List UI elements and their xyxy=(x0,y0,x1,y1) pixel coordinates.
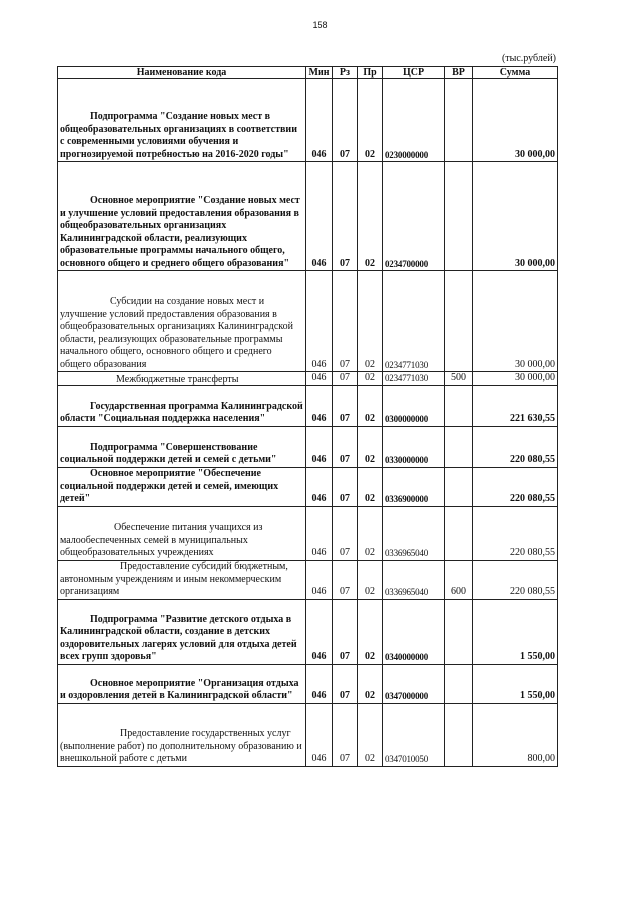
row-vr xyxy=(445,162,473,271)
row-name: Основное мероприятие "Создание новых мест и улучшение условий предоставления образования в общеобразовательных организациях Калининградской области, реализующих образовательные программы начального общего, основного общего и среднего общего образования" xyxy=(58,162,306,271)
row-sum: 1 550,00 xyxy=(473,599,558,664)
table-row xyxy=(58,271,558,372)
row-rz: 07 xyxy=(333,79,358,162)
row-sum: 220 080,55 xyxy=(473,560,558,599)
row-pr: 02 xyxy=(358,599,383,664)
row-csr: 0347010050 xyxy=(383,703,445,766)
row-min: 046 xyxy=(306,385,333,426)
row-name: Подпрограмма "Совершенствование социальной поддержки детей и семей с детьми" xyxy=(58,426,306,467)
row-rz: 07 xyxy=(333,426,358,467)
row-rz: 07 xyxy=(333,271,358,372)
table-row xyxy=(58,506,558,560)
row-rz: 07 xyxy=(333,703,358,766)
header-min: Мин xyxy=(306,67,333,79)
row-min: 046 xyxy=(306,467,333,506)
row-min: 046 xyxy=(306,271,333,372)
row-vr xyxy=(445,506,473,560)
budget-table xyxy=(57,66,558,767)
table-row xyxy=(58,467,558,506)
row-sum: 30 000,00 xyxy=(473,372,558,386)
table-header-row xyxy=(58,67,558,79)
row-rz: 07 xyxy=(333,467,358,506)
page-number: 158 xyxy=(312,20,328,30)
table-row xyxy=(58,385,558,426)
row-vr xyxy=(445,271,473,372)
table-row xyxy=(58,79,558,162)
row-pr: 02 xyxy=(358,467,383,506)
row-sum: 30 000,00 xyxy=(473,162,558,271)
row-min: 046 xyxy=(306,599,333,664)
row-name: Межбюджетные трансферты xyxy=(58,372,306,386)
row-vr xyxy=(445,467,473,506)
table-row xyxy=(58,560,558,599)
row-name: Предоставление государственных услуг (выполнение работ) по дополнительному образованию и внешкольной работе с детьми xyxy=(58,703,306,766)
row-sum: 1 550,00 xyxy=(473,664,558,703)
row-rz: 07 xyxy=(333,162,358,271)
row-min: 046 xyxy=(306,426,333,467)
row-name: Государственная программа Калининградской области "Социальная поддержка населения" xyxy=(58,385,306,426)
row-name: Основное мероприятие "Обеспечение социальной поддержки детей и семей, имеющих детей" xyxy=(58,467,306,506)
row-pr: 02 xyxy=(358,385,383,426)
row-vr xyxy=(445,664,473,703)
row-csr: 0230000000 xyxy=(383,79,445,162)
row-name: Субсидии на создание новых мест и улучшение условий предоставления образования в общеобразовательных организациях Калининградской области, реализующих образовательные программы начального общего, основного общего и среднего общего образования xyxy=(58,271,306,372)
row-min: 046 xyxy=(306,162,333,271)
header-name: Наименование кода xyxy=(58,67,306,79)
table-row xyxy=(58,703,558,766)
row-pr: 02 xyxy=(358,703,383,766)
table-row xyxy=(58,372,558,386)
row-pr: 02 xyxy=(358,560,383,599)
row-min: 046 xyxy=(306,79,333,162)
row-sum: 220 080,55 xyxy=(473,426,558,467)
row-min: 046 xyxy=(306,506,333,560)
header-sum: Сумма xyxy=(473,67,558,79)
row-name: Предоставление субсидий бюджетным, автономным учреждениям и иным некоммерческим организациям xyxy=(58,560,306,599)
row-vr: 500 xyxy=(445,372,473,386)
header-pr: Пр xyxy=(358,67,383,79)
row-csr: 0347000000 xyxy=(383,664,445,703)
row-sum: 220 080,55 xyxy=(473,506,558,560)
row-name: Подпрограмма "Развитие детского отдыха в Калининградской области, создание в детских оздоровительных лагерях условий для отдыха детей всех групп здоровья" xyxy=(58,599,306,664)
header-csr: ЦСР xyxy=(383,67,445,79)
row-sum: 30 000,00 xyxy=(473,79,558,162)
row-min: 046 xyxy=(306,664,333,703)
row-csr: 0234700000 xyxy=(383,162,445,271)
row-csr: 0234771030 xyxy=(383,271,445,372)
row-csr: 0234771030 xyxy=(383,372,445,386)
table-row xyxy=(58,599,558,664)
row-pr: 02 xyxy=(358,664,383,703)
units-label: (тыс.рублей) xyxy=(501,53,556,64)
row-rz: 07 xyxy=(333,385,358,426)
row-sum: 800,00 xyxy=(473,703,558,766)
row-sum: 220 080,55 xyxy=(473,467,558,506)
row-vr xyxy=(445,599,473,664)
row-vr: 600 xyxy=(445,560,473,599)
row-csr: 0340000000 xyxy=(383,599,445,664)
row-name: Подпрограмма "Создание новых мест в общеобразовательных организациях в соответствии с современными условиями обучения и прогнозируемой потребностью на 2016-2020 годы" xyxy=(58,79,306,162)
row-rz: 07 xyxy=(333,599,358,664)
row-min: 046 xyxy=(306,703,333,766)
row-sum: 30 000,00 xyxy=(473,271,558,372)
row-csr: 0336965040 xyxy=(383,506,445,560)
row-pr: 02 xyxy=(358,162,383,271)
row-name: Обеспечение питания учащихся из малообеспеченных семей в муниципальных общеобразовательных учреждениях xyxy=(58,506,306,560)
row-rz: 07 xyxy=(333,560,358,599)
row-name: Основное мероприятие "Организация отдыха и оздоровления детей в Калининградской области" xyxy=(58,664,306,703)
row-csr: 0300000000 xyxy=(383,385,445,426)
table-row xyxy=(58,426,558,467)
row-csr: 0336965040 xyxy=(383,560,445,599)
row-rz: 07 xyxy=(333,372,358,386)
row-pr: 02 xyxy=(358,372,383,386)
header-vr: ВР xyxy=(445,67,473,79)
row-vr xyxy=(445,426,473,467)
table-row xyxy=(58,162,558,271)
row-min: 046 xyxy=(306,372,333,386)
row-vr xyxy=(445,79,473,162)
row-sum: 221 630,55 xyxy=(473,385,558,426)
row-pr: 02 xyxy=(358,506,383,560)
row-vr xyxy=(445,385,473,426)
row-pr: 02 xyxy=(358,426,383,467)
row-vr xyxy=(445,703,473,766)
table-row xyxy=(58,664,558,703)
row-min: 046 xyxy=(306,560,333,599)
row-pr: 02 xyxy=(358,79,383,162)
header-rz: Рз xyxy=(333,67,358,79)
row-rz: 07 xyxy=(333,506,358,560)
row-csr: 0336900000 xyxy=(383,467,445,506)
row-pr: 02 xyxy=(358,271,383,372)
row-rz: 07 xyxy=(333,664,358,703)
row-csr: 0330000000 xyxy=(383,426,445,467)
